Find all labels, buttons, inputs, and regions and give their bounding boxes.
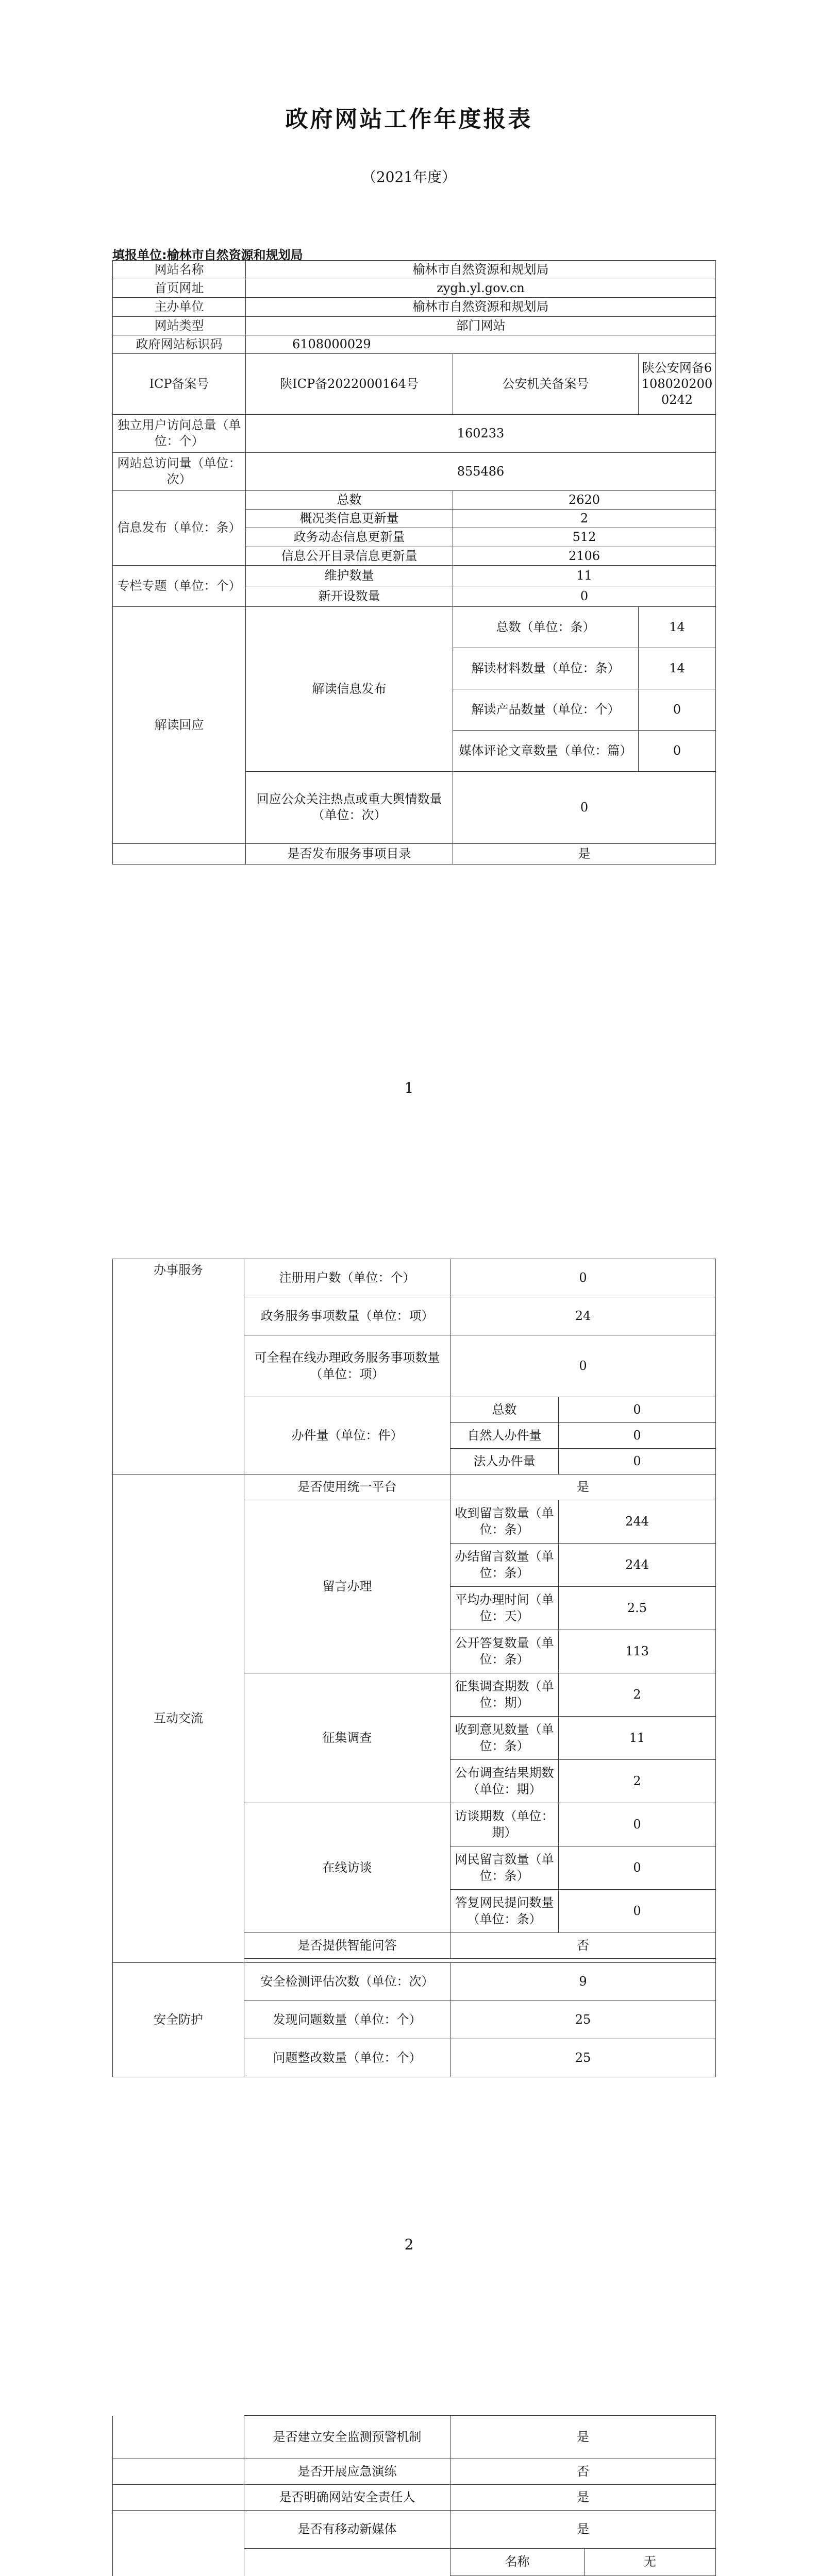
sec-issue-value: 25 [450, 2001, 716, 2039]
host-unit-label: 主办单位 [113, 298, 246, 316]
handle-legal-value: 0 [559, 1449, 716, 1475]
interp-product-label: 解读产品数量（单位：个） [453, 689, 639, 730]
interp-media-value: 0 [639, 730, 716, 771]
info-overview-label: 概况类信息更新量 [246, 510, 453, 528]
info-news-label: 政务动态信息更新量 [246, 528, 453, 547]
monitor-value: 是 [450, 2416, 716, 2459]
sec-check-value: 9 [450, 1963, 716, 2001]
site-type-label: 网站类型 [113, 316, 246, 335]
handle-label: 办件量（单位：件） [244, 1397, 450, 1475]
handle-total-value: 0 [559, 1397, 716, 1423]
msg-public-label: 公开答复数量（单位：条） [450, 1630, 559, 1673]
weibo-label [244, 2549, 450, 2576]
talk-msg-value: 0 [559, 1846, 716, 1890]
msg-public-value: 113 [559, 1630, 716, 1673]
survey-opinion-value: 11 [559, 1717, 716, 1760]
msg-recv-value: 244 [559, 1500, 716, 1544]
page-number-1: 1 [404, 1079, 414, 1096]
uv-label: 独立用户访问总量（单位：个） [113, 414, 246, 452]
weibo-name-label: 名称 [450, 2549, 585, 2575]
service-label: 办事服务 [113, 1259, 244, 1475]
monitor-label: 是否建立安全监测预警机制 [244, 2416, 450, 2459]
has-media-label: 是否有移动新媒体 [244, 2511, 450, 2549]
survey-result-value: 2 [559, 1760, 716, 1803]
drill-value: 否 [450, 2459, 716, 2485]
pv-value: 855486 [246, 452, 716, 490]
interp-media-label: 媒体评论文章数量（单位：篇） [453, 730, 639, 771]
interp-total-value: 14 [639, 606, 716, 648]
icp-value: 陕ICP备2022000164号 [246, 353, 453, 414]
column-new-label: 新开设数量 [246, 586, 453, 606]
interp-product-value: 0 [639, 689, 716, 730]
online-label: 可全程在线办理政务服务事项数量（单位：项） [244, 1335, 450, 1397]
items-value: 24 [450, 1297, 716, 1335]
pv-label: 网站总访问量（单位：次） [113, 452, 246, 490]
filling-unit: 填报单位:榆林市自然资源和规划局 [112, 248, 303, 262]
reg-value: 0 [450, 1259, 716, 1297]
has-media-value: 是 [450, 2511, 716, 2549]
site-id-value: 6108000029 [246, 335, 716, 353]
handle-total-label: 总数 [450, 1397, 559, 1423]
column-label: 专栏专题（单位：个） [113, 565, 246, 606]
survey-count-label: 征集调查期数（单位：期） [450, 1673, 559, 1717]
items-label: 政务服务事项数量（单位：项） [244, 1297, 450, 1335]
security-label: 安全防护 [113, 1963, 244, 2077]
column-maintain-value: 11 [453, 565, 716, 586]
sec-issue-label: 发现问题数量（单位：个） [244, 2001, 450, 2039]
smart-value: 否 [450, 1933, 716, 1959]
survey-opinion-label: 收到意见数量（单位：条） [450, 1717, 559, 1760]
page-number-2: 2 [404, 2236, 414, 2253]
catalog-label: 是否发布服务事项目录 [246, 843, 453, 864]
media-label [113, 2511, 244, 2576]
uv-value: 160233 [246, 414, 716, 452]
talk-msg-label: 网民留言数量（单位：条） [450, 1846, 559, 1890]
police-record-value: 陕公安网备61080202000242 [639, 353, 716, 414]
home-url-label: 首页网址 [113, 279, 246, 298]
page2-table [112, 1259, 716, 2077]
info-news-value: 512 [453, 528, 716, 547]
talk-count-value: 0 [559, 1803, 716, 1846]
site-type-value: 部门网站 [246, 316, 716, 335]
survey-count-value: 2 [559, 1673, 716, 1717]
interp-pub-label: 解读信息发布 [246, 606, 453, 771]
owner-value: 是 [450, 2485, 716, 2511]
msg-recv-label: 收到留言数量（单位：条） [450, 1500, 559, 1544]
site-id-label: 政府网站标识码 [113, 335, 246, 353]
info-release-label: 信息发布（单位：条） [113, 490, 246, 565]
info-total-value: 2620 [453, 490, 716, 509]
interp-label: 解读回应 [113, 606, 246, 843]
drill-label: 是否开展应急演练 [244, 2459, 450, 2485]
home-url-value: zygh.yl.gov.cn [246, 279, 716, 298]
interp-material-value: 14 [639, 648, 716, 689]
interp-total-label: 总数（单位：条） [453, 606, 639, 648]
report-year: （2021年度） [361, 168, 457, 185]
owner-label: 是否明确网站安全责任人 [244, 2485, 450, 2511]
sec-fix-value: 25 [450, 2039, 716, 2077]
msg-time-label: 平均办理时间（单位：天） [450, 1587, 559, 1630]
hot-value: 0 [453, 771, 716, 843]
msg-done-value: 244 [559, 1544, 716, 1587]
sec-check-label: 安全检测评估次数（单位：次） [244, 1963, 450, 2001]
online-value: 0 [450, 1335, 716, 1397]
sec-fix-label: 问题整改数量（单位：个） [244, 2039, 450, 2077]
handle-person-value: 0 [559, 1423, 716, 1449]
unified-value: 是 [450, 1475, 716, 1500]
survey-result-label: 公布调查结果期数（单位：期） [450, 1760, 559, 1803]
icp-label: ICP备案号 [113, 353, 246, 414]
survey-label: 征集调查 [244, 1673, 450, 1803]
handle-person-label: 自然人办件量 [450, 1423, 559, 1449]
msg-label: 留言办理 [244, 1500, 450, 1673]
talk-reply-label: 答复网民提问数量（单位：条） [450, 1890, 559, 1933]
weibo-name-value: 无 [585, 2549, 716, 2575]
talk-reply-value: 0 [559, 1890, 716, 1933]
info-overview-value: 2 [453, 510, 716, 528]
smart-label: 是否提供智能问答 [244, 1933, 450, 1959]
hot-label: 回应公众关注热点或重大舆情数量（单位：次） [246, 771, 453, 843]
interact-label: 互动交流 [113, 1475, 244, 1963]
column-maintain-label: 维护数量 [246, 565, 453, 586]
interp-material-label: 解读材料数量（单位：条） [453, 648, 639, 689]
info-catalog-value: 2106 [453, 547, 716, 565]
site-name-label: 网站名称 [113, 261, 246, 279]
page1-table [112, 260, 716, 865]
talk-label: 在线访谈 [244, 1803, 450, 1933]
police-record-label: 公安机关备案号 [453, 353, 639, 414]
page3-table [112, 2415, 716, 2576]
reg-label: 注册用户数（单位：个） [244, 1259, 450, 1297]
msg-time-value: 2.5 [559, 1587, 716, 1630]
report-title: 政府网站工作年度报表 [285, 106, 533, 132]
column-new-value: 0 [453, 586, 716, 606]
site-name-value: 榆林市自然资源和规划局 [246, 261, 716, 279]
handle-legal-label: 法人办件量 [450, 1449, 559, 1475]
info-catalog-label: 信息公开目录信息更新量 [246, 547, 453, 565]
unified-label: 是否使用统一平台 [244, 1475, 450, 1500]
talk-count-label: 访谈期数（单位：期） [450, 1803, 559, 1846]
host-unit-value: 榆林市自然资源和规划局 [246, 298, 716, 316]
catalog-value: 是 [453, 843, 716, 864]
msg-done-label: 办结留言数量（单位：条） [450, 1544, 559, 1587]
info-total-label: 总数 [246, 490, 453, 509]
